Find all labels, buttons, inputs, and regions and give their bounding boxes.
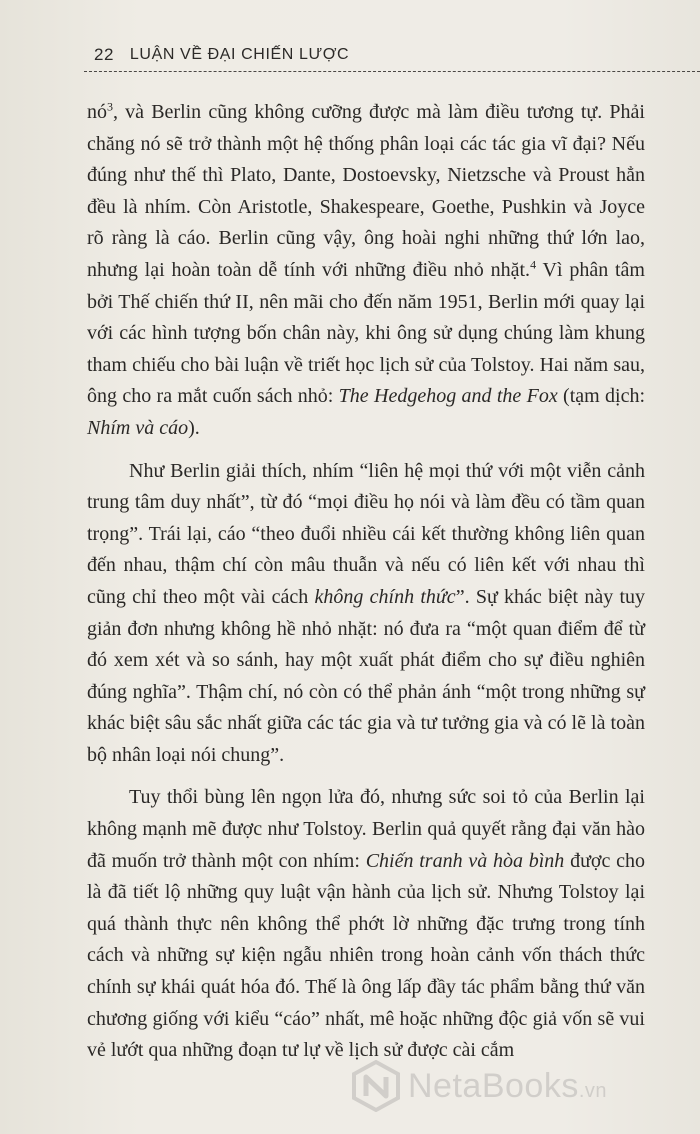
text-run: nó [87,101,107,123]
watermark-text [408,1067,607,1106]
header-divider [84,71,700,72]
netabooks-logo-icon [350,1060,402,1112]
text-run: ). [188,416,200,439]
italic-text: Nhím và cáo [87,416,189,439]
italic-text: Chiến tranh và hòa bình [365,849,565,872]
text-run: Như Berlin giải thích, nhím “liên hệ mọi thứ với một viễn cảnh trung tâm duy nhất”, từ đó “mọi điều họ nói và làm đều có tầm quan trọng”. Trái lại, cáo “theo đuổi nhiều cái kết thường không liên quan đến nhau, thậm chí còn mâu thuẫn và nếu có liên kết với nhau thì cũng chỉ theo một vài cách [87,459,645,608]
watermark [350,1058,607,1114]
page-number: 22 [94,45,114,64]
book-title: LUẬN VỀ ĐẠI CHIẾN LƯỢC [129,46,350,63]
text-run: Tuy thổi bùng lên ngọn lửa đó, nhưng sức soi tỏ của Berlin lại không mạnh mẽ được như Tolstoy. Berlin quả quyết rằng đại văn hào đã muốn trở thành một con nhím: [87,786,645,872]
text-run: (tạm dịch: [557,385,646,408]
paragraph [87,97,645,445]
running-header [94,40,349,70]
footnote-marker: 4 [530,257,537,272]
footnote-marker: 3 [107,99,113,114]
text-run: được cho là đã tiết lộ những quy luật vận hành của lịch sử. Nhưng Tolstoy lại quá thành thực nên không thể phớt lờ những đặc trưng trong tính cách và những sự kiện ngẫu nhiên trong hoàn cảnh vốn thách thức chính sự khái quát hóa đó. Thế là ông lấp đầy tác phẩm bằng thứ văn chương giống với kiểu “cáo” nhất, mê hoặc những độc giả vốn sẽ vui vẻ lướt qua những đoạn tư lự về lịch sử được cài cắm [87,849,645,1062]
watermark-suffix: .vn [578,1079,608,1102]
text-run: Vì phân tâm bởi Thế chiến thứ II, nên mãi cho đến năm 1951, Berlin mới quay lại với các hình tượng bốn chân này, khi ông sử dụng chúng làm khung tham chiếu cho bài luận về triết học lịch sử của Tolstoy. Hai năm sau, ông cho ra mắt cuốn sách nhỏ: [87,258,645,408]
italic-text: không chính thức [314,585,456,608]
paragraph [87,782,645,1066]
paragraph [87,456,645,772]
watermark-brand: NetaBooks [408,1066,579,1105]
text-run: ”. Sự khác biệt này tuy giản đơn nhưng không hề nhỏ nhặt: nó đưa ra “một quan điểm để từ đó xem xét và so sánh, hay một xuất phát điểm cho sự điều nghiên đúng nghĩa”. Thậm chí, nó còn có thể phản ánh “một trong những sự khác biệt sâu sắc nhất giữa các tác gia và tư tưởng gia và có lẽ là toàn bộ nhân loại nói chung”. [87,585,646,766]
italic-text: The Hedgehog and the Fox [338,385,558,408]
body-text [87,97,645,1067]
text-run: , và Berlin cũng không cưỡng được mà làm điều tương tự. Phải chăng nó sẽ trở thành một hệ thống phân loại các tác gia vĩ đại? Nếu đúng như thế thì Plato, Dante, Dostoevsky, Nietzsche và Proust hẳn đều là nhím. Còn Aristotle, Shakespeare, Goethe, Pushkin và Joyce rõ ràng là cáo. Berlin cũng vậy, ông hoài nghi những thứ lớn lao, nhưng lại hoàn toàn dễ tính với những điều nhỏ nhặt. [87,101,645,281]
